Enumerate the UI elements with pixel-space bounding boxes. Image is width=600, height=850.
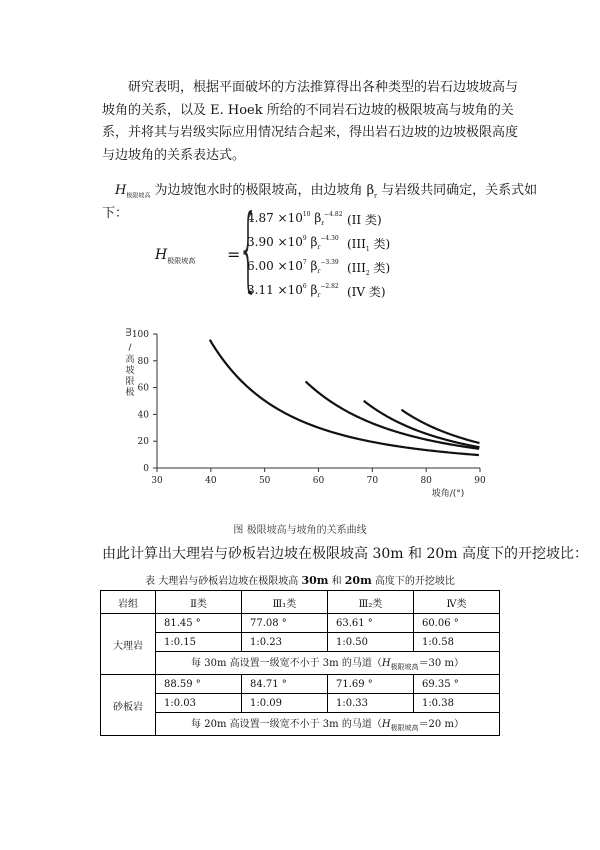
table-row [101,713,500,736]
y-axis-label-char: 高 [125,355,135,365]
y-axis-label-char: 坡 [125,366,135,376]
header-cell: 岩组 [101,591,156,614]
y-axis-unit: m [123,327,133,337]
group-name: 大理岩 [101,614,156,675]
table-cell: 71.69 ° [327,675,413,694]
formula-row: $3.90 \times 10^9$ $\beta_r^{-4.30}$ ($III_1$ 类) [247,235,391,253]
lead-text: 由此计算出大理岩与砂板岩边坡在极限坡高 30m 和 20m 高度下的开挖坡比： [102,546,588,562]
h-symbol: H [115,183,127,198]
table-cell: 63.61 ° [327,614,413,633]
table-cell: 1:0.09 [241,694,327,713]
y-tick-label: 60 [137,383,149,394]
definition-text: 为边坡饱水时的极限坡高，由边坡角 β [154,183,375,198]
intro-paragraph: 研究表明，根据平面破坏的方法推算得出各种类型的岩石边坡坡高与坡角的关系，以及 E. Hoek 所给的不同岩石边坡的极限坡高与坡角的关系，并将其与岩级实际应用情况结合起来，得出岩石边坡的边坡极限高度与边坡角的关系表达式。 [102,80,519,163]
group-name: 砂板岩 [101,675,156,736]
y-tick-label: 100 [131,330,149,340]
formula-lhs: $H_{极限坡高}$ [155,247,196,265]
series-line [306,381,480,448]
series-line [364,401,480,447]
table-cell: 1:0.50 [327,633,413,652]
formula-equals: = [227,245,241,264]
table-cell: 1:0.15 [156,633,242,652]
table-row [101,694,500,713]
header-cell: Ⅲ₂类 [327,591,413,614]
x-tick-label: 60 [312,476,325,486]
y-axis-slash: / [128,343,132,353]
y-tick-label: 40 [137,410,149,421]
table-row [101,633,500,652]
x-tick-label: 70 [366,476,379,486]
table-cell: 69.35 ° [413,675,499,694]
x-tick-label: 40 [205,476,217,486]
slope-chart [110,322,490,502]
table-row [101,614,500,633]
x-axis-label: 坡角/(°) [431,489,465,499]
table-cell: 81.45 ° [156,614,242,633]
header-cell: Ⅳ类 [413,591,499,614]
beta-subscript: r [374,192,378,200]
definition-line-2: 下： [102,206,129,221]
h-subscript: 极限坡高 [126,192,151,200]
y-tick-label: 20 [137,437,149,448]
table-cell: 1:0.38 [413,694,499,713]
formula [155,195,455,307]
berm-note: 每 30m 高设置一级宽不小于 3m 的马道（$H_{极限坡高}=30$ m） [156,652,500,675]
slope-ratio-table [100,590,500,736]
table-cell: 1:0.03 [156,694,242,713]
x-tick-label: 30 [151,476,163,486]
table-cell: 88.59 ° [156,675,242,694]
x-tick-label: 90 [474,476,486,486]
table-header-row [101,591,500,614]
y-axis-label-char: 极 [125,388,135,398]
figure-caption: 图 极限坡高与坡角的关系曲线 [233,525,367,536]
header-cell: Ⅲ₁类 [241,591,327,614]
table-cell: 1:0.23 [241,633,327,652]
header-cell: Ⅱ类 [156,591,242,614]
table-cell: 1:0.58 [413,633,499,652]
berm-note: 每 20m 高设置一级宽不小于 3m 的马道（$H_{极限坡高}=20$ m） [156,713,500,736]
table-cell: 84.71 ° [241,675,327,694]
y-tick-label: 0 [143,464,149,474]
formula-row: $4.87 \times 10^{10}$ $\beta_r^{-4.82}$ (II 类) [247,211,382,227]
y-axis-label-char: 限 [125,377,135,387]
table-row [101,675,500,694]
x-tick-label: 80 [420,476,432,486]
table-row [101,652,500,675]
definition-text-2: 与岩级共同确定，关系式如 [377,183,538,198]
table-caption: 表 大理岩与砂板岩边坡在极限坡高 30m 和 20m 高度下的开挖坡比 [145,574,455,587]
table-cell: 1:0.33 [327,694,413,713]
definition-line [115,179,537,200]
formula-brace: { [238,195,259,302]
table-cell: 60.06 ° [413,614,499,633]
formula-row: $6.00 \times 10^7$ $\beta_r^{-3.39}$ ($III_2$ 类) [247,259,391,277]
table-cell: 77.08 ° [241,614,327,633]
x-tick-label: 50 [258,476,271,486]
y-tick-label: 80 [137,356,149,367]
formula-row: $3.11 \times 10^6$ $\beta_r^{-2.82}$ (IV 类) [247,283,386,299]
